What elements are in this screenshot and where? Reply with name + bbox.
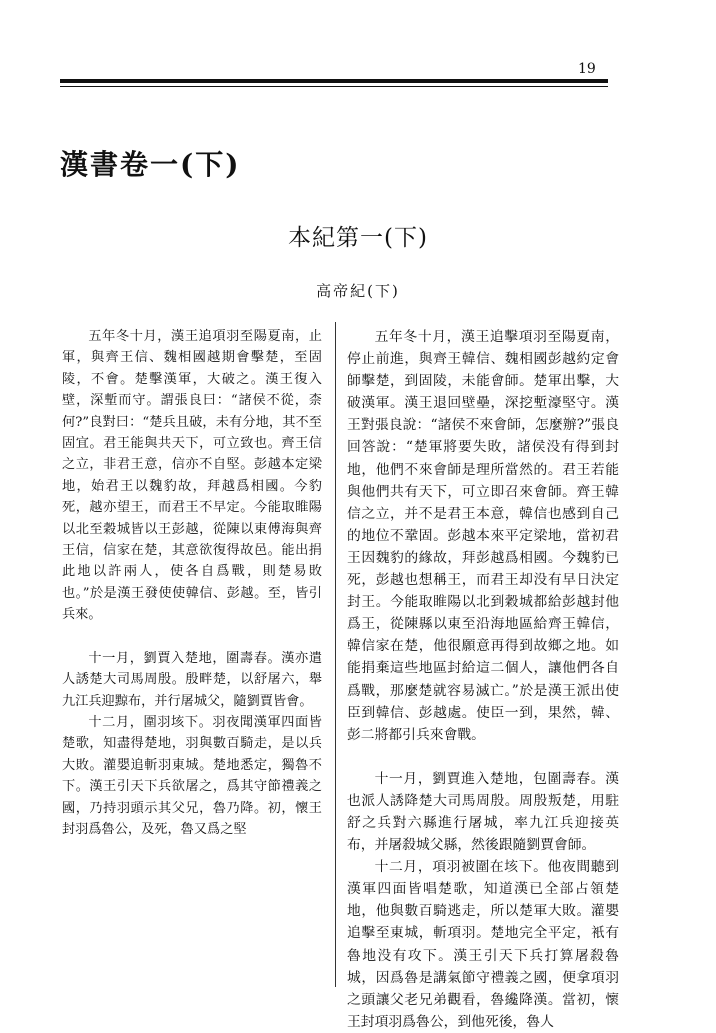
paragraph-gap [347,746,619,768]
classical-paragraph-3: 十二月，圍羽垓下。羽夜聞漢軍四面皆楚歌，知盡得楚地，羽與數百騎走，是以兵大敗。灌嬰追斬羽東城。楚地悉定，獨魯不下。漢王引天下兵欲屠之，爲其守節禮義之國，乃持羽頭示其父兄，魯乃降。初，懷王封羽爲魯公，及死，魯又爲之堅 [62,714,322,837]
volume-title: 漢書卷一(下) [60,148,241,181]
translation-column [347,326,619,1033]
classical-paragraph-1: 五年冬十月，漢王追項羽至陽夏南，止軍，與齊王信、魏相國越期會擊楚，至固陵，不會。楚擊漢軍，大破之。漢王復入壁，深塹而守。謂張良曰：“諸侯不從，柰何?”良對曰：“楚兵且破，未有分地，其不至固宜。君王能與共天下，可立致也。齊王信之立，非君王意，信亦不自堅。彭越本定梁地，始君王以魏豹故，拜越爲相國。今豹死，越亦望王，而君王不早定。今能取睢陽以北至穀城皆以王彭越，從陳以東傅海與齊王信，信家在楚，其意欲復得故邑。能出捐此地以許兩人，使各自爲戰，則楚易敗也。”於是漢王發使使韓信、彭越。至，皆引兵來。 [62,329,322,623]
translation-paragraph-2: 十一月，劉賈進入楚地，包圍壽春。漢也派人誘降楚大司馬周殷。周殷叛楚，用駐舒之兵對六縣進行屠城，率九江兵迎接英布，并屠殺城父縣，然後跟隨劉賈會師。 [347,770,619,854]
section-title: 高帝紀(下) [316,282,400,300]
header-rule-thin [60,86,608,87]
classical-paragraph-2: 十一月，劉賈入楚地，圍壽春。漢亦遣人誘楚大司馬周殷。殷畔楚，以舒屠六，舉九江兵迎黥布，并行屠城父，隨劉賈皆會。 [62,650,322,709]
paragraph-gap [62,626,322,648]
classical-text-column [62,326,322,840]
page-number: 19 [578,61,596,77]
translation-paragraph-1: 五年冬十月，漢王追擊項羽至陽夏南，停止前進，與齊王韓信、魏相國彭越約定會師擊楚，到固陵，未能會師。楚軍出擊，大破漢軍。漢王退回壁壘，深挖塹濠堅守。漢王對張良說：“諸侯不來會師，怎麼辦?”張良回答說：“楚軍將要失敗，諸侯没有得到封地，他們不來會師是理所當然的。君王若能與他們共有天下，可立即召來會師。齊王韓信之立，并不是君王本意，韓信也感到自己的地位不鞏固。彭越本來平定梁地，當初君王因魏豹的緣故，拜彭越爲相國。今魏豹已死，彭越也想稱王，而君王却没有早日決定封王。今能取睢陽以北到穀城都給彭越封他爲王，從陳縣以東至沿海地區給齊王韓信，韓信家在楚，他很願意再得到故鄉之地。如能捐棄這些地區封給這二個人，讓他們各自爲戰，那麼楚就容易滅亡。”於是漢王派出使臣到韓信、彭越處。使臣一到，果然，韓、彭二將都引兵來會戰。 [347,329,619,743]
header-rule-thick [60,79,608,83]
translation-paragraph-3: 十二月，項羽被圍在垓下。他夜間聽到漢軍四面皆唱楚歌，知道漢已全部占領楚地，他與數百騎逃走，所以楚軍大敗。灌嬰追擊至東城，斬項羽。楚地完全平定，衹有魯地没有攻下。漢王引天下兵打算屠殺魯城，因爲魯是講氣節守禮義之國，便拿項羽之頭讓父老兄弟觀看，魯纔降漢。當初，懷王封項羽爲魯公，到他死後，魯人 [347,859,619,1030]
column-divider [335,322,336,987]
chapter-title: 本紀第一(下) [288,225,428,251]
